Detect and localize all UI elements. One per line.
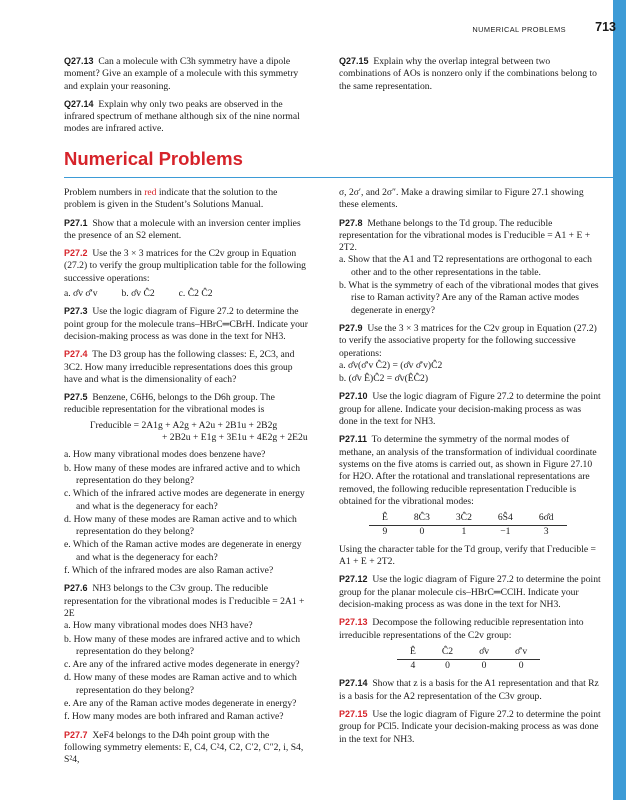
problem-p27-7: P27.7 XeF4 belongs to the D4h point group with the following symmetry elements: E, C4, C²4, C2, C′2, C″2, i, S4, S²4, (64, 729, 304, 766)
list-item: f. Which of the infrared modes are also Raman active? (64, 565, 274, 577)
question-q27-14: Q27.14 Explain why only two peaks are observed in the infrared spectrum of methane although six of the nine normal modes are infrared active. (64, 98, 300, 135)
list-item: c. Which of the infrared active modes are degenerate in energy and what is the degeneracy for each? (64, 488, 305, 512)
table-header-cell: σ̂′v (502, 646, 540, 660)
list-item: b. How many of these modes are infrared active and to which representation do they belong? (64, 462, 301, 486)
table-header-cell: Ĉ2 (429, 646, 466, 660)
table-cell: 0 (419, 526, 425, 538)
problems-right-column (339, 187, 601, 751)
character-table-c2v (397, 646, 540, 673)
list-item: a. How many vibrational modes does NH3 have? (64, 620, 253, 632)
list-item: d. How many of these modes are Raman active and to which representation do they belong? (64, 513, 297, 538)
problems-left-column (64, 187, 308, 771)
table-cell: 9 (382, 526, 388, 538)
problem-p27-14: P27.14 Show that z is a basis for the A1 representation and that Rz is a basis for the A2 representation of the C3v group. (339, 678, 599, 702)
problem-p27-10: P27.10 Use the logic diagram of Figure 27.2 to determine the point group for allene. Indicate your decision-making process as was done in the text for NH3. (339, 391, 601, 428)
problem-p27-5: P27.5 Benzene, C6H6, belongs to the D6h group. The reducible representation for the vibrational modes is Γreducible = 2A1g + A2g + A2u + 2B1u + 2B2g + 2B2u + E1g + 3E1u + 4E2g + 2E2u a. How many vibrational modes does benzene have? b. How many of these modes are infrared active and to which representation do they belong? c. Which of the infrared active modes are degenerate in energy and what is the degeneracy for each? d. How many of these modes are Raman active and to which representation do they belong? e. Which of the Raman active modes are degenerate in energy and what is the degeneracy for each? f. Which of the infrared modes are also Raman active? (64, 392, 308, 577)
list-item: b. (σ̂v Ê)Ĉ2 = σ̂v(ÊĈ2) (339, 373, 429, 385)
intro-note: Problem numbers in red indicate that the solution to the problem is given in the Student’s Solutions Manual. (64, 187, 278, 211)
problem-p27-2: P27.2 Use the 3 × 3 matrices for the C2v group in Equation (27.2) to verify the group multiplication table for the following successive operations: a. σ̂v σ̂′v b. σ̂v Ĉ2 c. Ĉ2 Ĉ2 (64, 247, 308, 300)
table-header-cell: 8Ĉ3 (401, 512, 443, 526)
list-item: e. Which of the Raman active modes are degenerate in energy and what is the degeneracy for each? (64, 539, 302, 563)
list-item: f. How many modes are both infrared and Raman active? (64, 711, 284, 723)
table-header-cell: 6σ̂d (526, 512, 567, 526)
questions-left-column (64, 55, 308, 141)
question-q27-15: Q27.15 Explain why the overlap integral between two combinations of AOs is nonzero only if the combinations belong to the same representation. (339, 56, 597, 92)
list-item: d. How many of these modes are Raman active and to which representation do they belong? (64, 672, 297, 696)
list-item: b. How many of these modes are infrared active and to which representation do they belong? (64, 633, 301, 657)
problem-p27-6: P27.6 NH3 belongs to the C3v group. The reducible representation for the vibrational modes is Γreducible = 2A1 + 2E a. How many vibrational modes does NH3 have? b. How many of these modes are infrared active and to which representation do they belong? c. Are any of the infrared active modes degenerate in energy? d. How many of these modes are Raman active and to which representation do they belong? e. Are any of the Raman active modes degenerate in energy? f. How many modes are both infrared and Raman active? (64, 582, 308, 723)
list-item: a. Show that the A1 and T2 representations are orthogonal to each other and to the other representations in the table. (339, 254, 592, 278)
list-item: a. How many vibrational modes does benzene have? (64, 449, 266, 461)
table-cell: 3 (543, 526, 549, 538)
problem-p27-1: P27.1 Show that a molecule with an inversion center implies the presence of an S2 element. (64, 217, 301, 241)
section-rule (64, 177, 613, 178)
problem-p27-15: P27.15 Use the logic diagram of Figure 27.2 to determine the point group for PCl5. Indicate your decision-making process as was done in the text for NH3. (339, 708, 601, 745)
running-header (466, 22, 616, 34)
table-header-cell: Ê (397, 646, 429, 660)
running-header-section: NUMERICAL PROBLEMS (472, 25, 566, 34)
problem-p27-9: P27.9 Use the 3 × 3 matrices for the C2v group in Equation (27.2) to verify the associative property for the following successive operations: a. σ̂v(σ̂′v Ĉ2) = (σ̂v σ̂′v)Ĉ2 b. (σ̂v Ê)Ĉ2 = σ̂v(ÊĈ2) (339, 322, 601, 385)
table-cell: 0 (445, 660, 450, 672)
questions-right-column (339, 55, 601, 98)
problem-p27-13: P27.13 Decompose the following reducible representation into irreducible representations of the C2v group: Ê Ĉ2 σ̂v σ̂′v 4 0 0 0 (339, 617, 584, 672)
table-header-cell: Ê (369, 512, 401, 526)
table-header-cell: σ̂v (466, 646, 502, 660)
problem-p27-8: P27.8 Methane belongs to the Td group. The reducible representation for the vibrational modes is Γreducible = A1 + E + 2T2. a. Show that the A1 and T2 representations are orthogonal to each other and to the other representations in the table. b. What is the symmetry of each of the vibrational modes that gives rise to Raman activity? Are any of the Raman active modes degenerate in energy? (339, 217, 601, 317)
problem-p27-11: P27.11 To determine the symmetry of the normal modes of methane, an analysis of the transformation of individual coordinate systems on the five atoms is carried out, as shown in Figure 27.10 for H2O. After the rotational and translational representations are removed, the following reducible representation Γreducible is obtained for the vibrational modes: Ê 8Ĉ3 3Ĉ2 6Ŝ4 6σ̂d 9 0 1 −1 3 Using the character table for the Td group, verify that Γreducible = A1 + E + 2T2. (339, 433, 601, 568)
problem-p27-2-parts: a. σ̂v σ̂′v b. σ̂v Ĉ2 c. Ĉ2 Ĉ2 (64, 288, 213, 300)
list-item: b. What is the symmetry of each of the vibrational modes that gives rise to Raman activity? Are any of the Raman active modes degenerate in energy? (339, 280, 599, 316)
page-edge-color-bar (613, 0, 626, 800)
problem-p27-7-continued: σ, 2σ′, and 2σ″. Make a drawing similar to Figure 27.1 showing these elements. (339, 187, 584, 211)
section-heading: Numerical Problems (64, 148, 243, 169)
table-header-cell: 3Ĉ2 (443, 512, 485, 526)
problem-p27-12: P27.12 Use the logic diagram of Figure 27.2 to determine the point group for the planar molecule cis–HBrC═CClH. Indicate your decision-making process as was done in the text for NH3. (339, 574, 601, 610)
problem-p27-4: P27.4 The D3 group has the following classes: E, 2C3, and 3C2. How many irreducible representations does this group have and what is the dimensionality of each? (64, 349, 295, 385)
list-item: a. σ̂v(σ̂′v Ĉ2) = (σ̂v σ̂′v)Ĉ2 (339, 359, 443, 371)
character-table-td (369, 512, 567, 539)
table-cell: 4 (410, 660, 416, 672)
problem-p27-3: P27.3 Use the logic diagram of Figure 27.2 to determine the point group for the molecule trans–HBrC═CBrH. Indicate your decision-making process as was done in the text for NH3. (64, 306, 308, 342)
list-item: c. Are any of the infrared active modes degenerate in energy? (64, 659, 300, 671)
page-number: 713 (595, 20, 616, 34)
table-cell: 0 (518, 660, 524, 672)
table-cell: −1 (500, 526, 511, 538)
table-cell: 1 (461, 526, 467, 538)
question-q27-13: Q27.13 Can a molecule with C3h symmetry have a dipole moment? Give an example of a molecule with this symmetry and explain your reasoning. (64, 56, 299, 92)
problem-p27-11-followup: Using the character table for the Td group, verify that Γreducible = A1 + E + 2T2. (339, 543, 596, 568)
table-cell: 0 (481, 660, 487, 672)
table-header-cell: 6Ŝ4 (485, 512, 526, 526)
list-item: e. Are any of the Raman active modes degenerate in energy? (64, 697, 297, 709)
equation-benzene: Γreducible = 2A1g + A2g + A2u + 2B1u + 2B2g + 2B2u + E1g + 3E1u + 4E2g + 2E2u (90, 419, 308, 444)
